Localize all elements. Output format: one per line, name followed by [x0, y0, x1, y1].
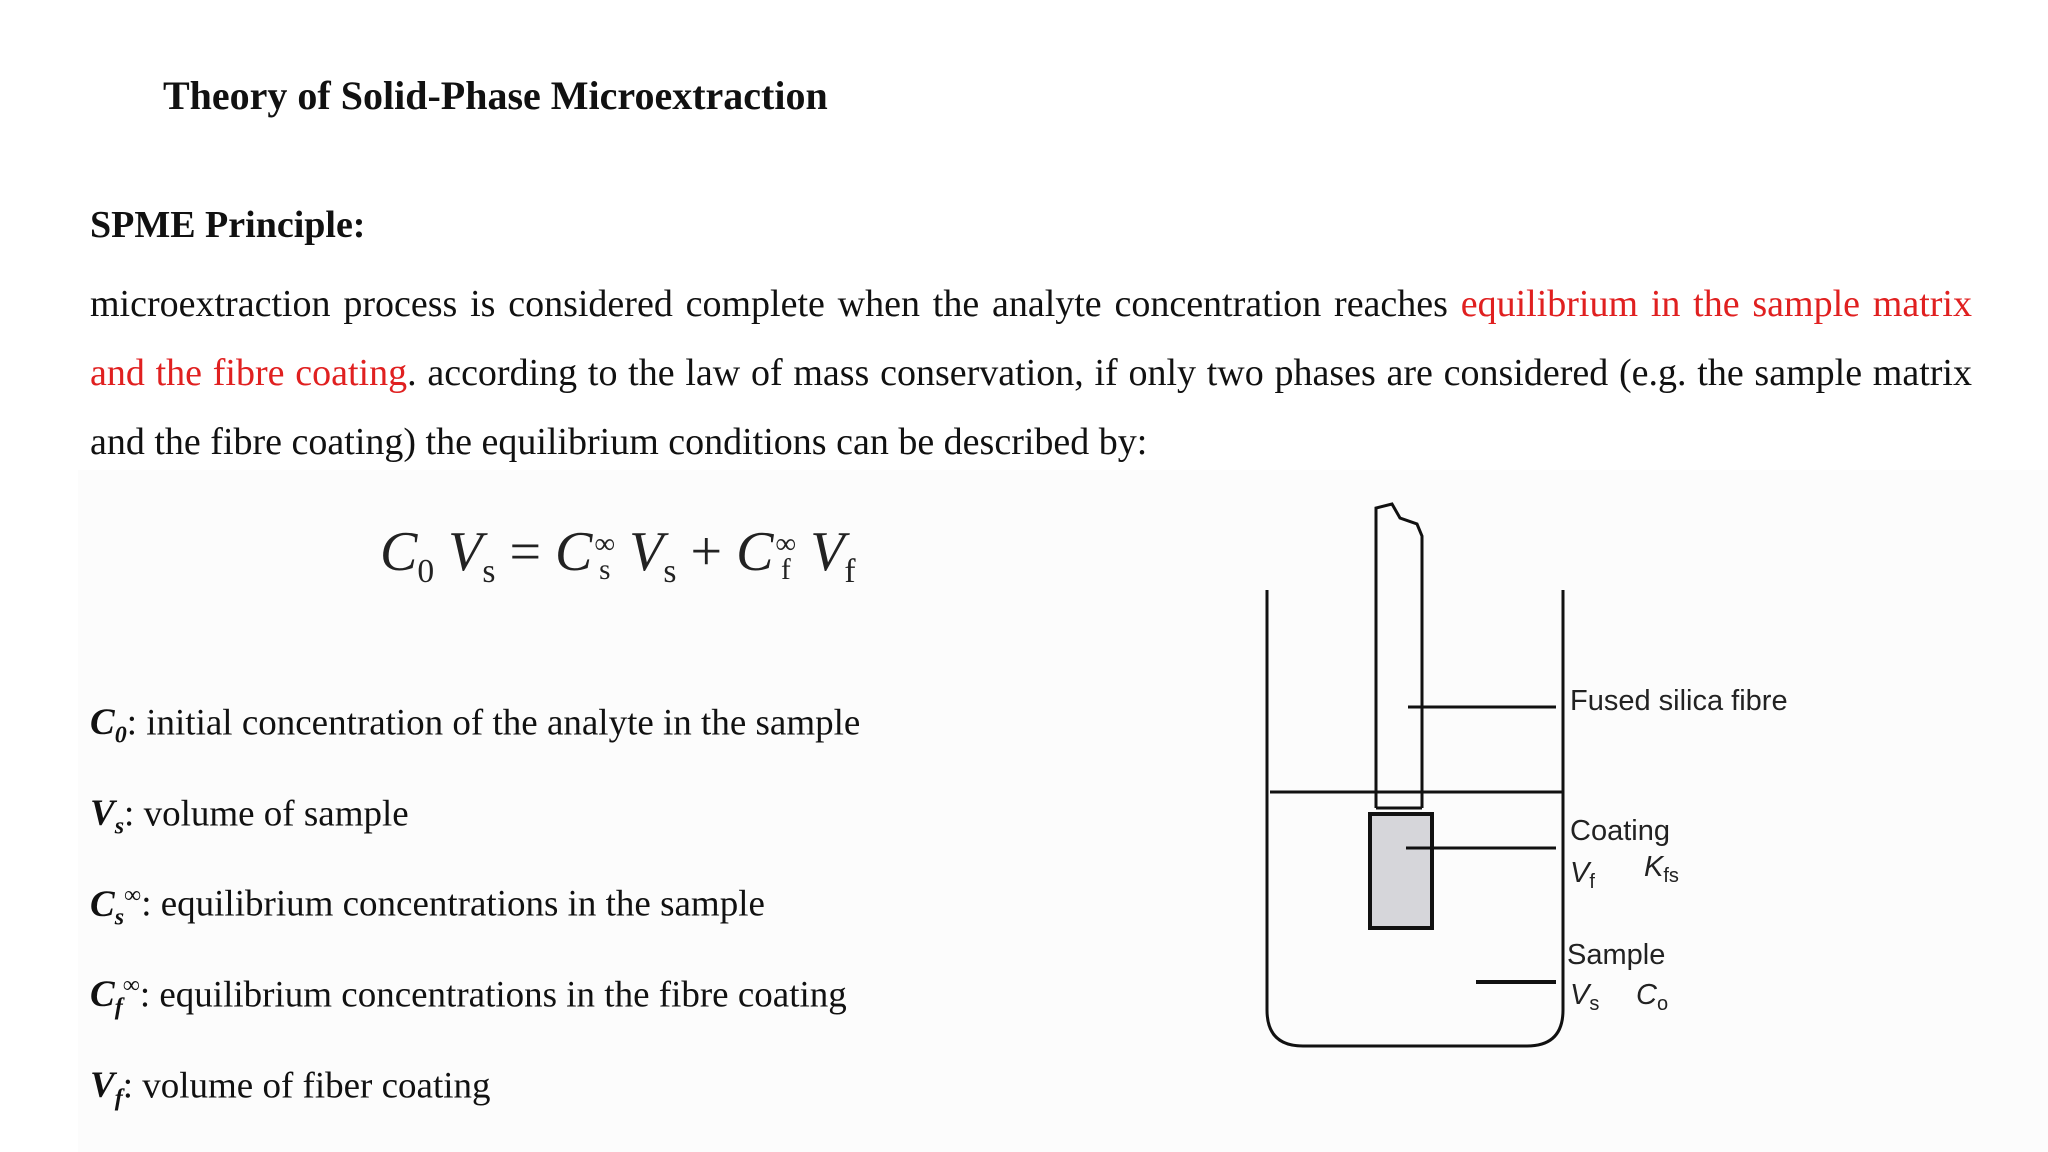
- fibre-tube: [1376, 504, 1422, 808]
- definition-row: [90, 1043, 860, 1134]
- coating-label: Coating: [1570, 815, 1670, 847]
- eq-cf: C: [736, 521, 774, 583]
- sample-volume: $V_s$: [1570, 979, 1600, 1015]
- paragraph-part-1: microextraction process is considered complete when the analyte concentration reaches: [90, 283, 1461, 325]
- paragraph-highlight: equilibrium in the sample matrix and the fibre coating: [90, 283, 1972, 394]
- eq-v: V: [448, 521, 483, 583]
- eq-cs-stack: [594, 527, 616, 587]
- def-symbol: $C_f^\infty$: [90, 973, 140, 1021]
- coating-partition: $K_{fs}$: [1644, 851, 1679, 887]
- def-text: : equilibrium concentrations in the sample: [141, 883, 765, 925]
- def-text: : equilibrium concentrations in the fibre coating: [139, 974, 847, 1016]
- paragraph-part-2: . according to the law of mass conservation, if only two phases are considered (e.g. the sample matrix and the fibre coating) the equilibrium conditions can be described by:: [90, 352, 1972, 463]
- eq-vs-sub: s: [663, 553, 677, 591]
- eq-cf-stack: [775, 527, 797, 587]
- definition-row: [90, 771, 860, 862]
- def-symbol: $V_f$: [90, 1065, 123, 1112]
- eq-v-sub: s: [482, 553, 496, 591]
- principle-heading: SPME Principle:: [90, 204, 366, 246]
- eq-cs-sub: s: [599, 554, 611, 587]
- coating-block: [1370, 814, 1432, 928]
- eq-vf: V: [810, 521, 845, 583]
- eq-equals: =: [509, 521, 542, 583]
- coating-volume: $V_f$: [1570, 857, 1595, 893]
- def-text: : volume of fiber coating: [122, 1065, 491, 1107]
- eq-plus: +: [690, 521, 723, 583]
- page-title: Theory of Solid-Phase Microextraction: [163, 73, 828, 118]
- eq-cf-sub: f: [780, 554, 791, 587]
- def-symbol: $C_s^\infty$: [90, 882, 142, 931]
- definition-row: [90, 861, 860, 952]
- eq-vs: V: [629, 521, 664, 583]
- eq-cs-inf: ∞: [594, 527, 616, 560]
- definition-row: [90, 952, 860, 1043]
- def-text: : initial concentration of the analyte in the sample: [126, 702, 861, 744]
- mass-balance-equation: [380, 520, 856, 591]
- def-symbol: $V_s$: [90, 793, 125, 840]
- eq-vf-sub: f: [844, 553, 856, 591]
- definitions-list: [90, 680, 860, 1134]
- eq-cf-inf: ∞: [775, 527, 797, 560]
- principle-paragraph: [90, 270, 1972, 477]
- sample-concentration: $C_o$: [1636, 979, 1669, 1015]
- definition-row: [90, 680, 860, 771]
- def-text: : volume of sample: [124, 793, 409, 835]
- eq-c0: C: [380, 521, 418, 583]
- eq-c0-sub: 0: [417, 553, 435, 591]
- eq-cs: C: [555, 521, 593, 583]
- fibre-label: Fused silica fibre: [1570, 685, 1788, 717]
- def-symbol: $C_0$: [90, 702, 127, 749]
- spme-diagram: [1220, 490, 1788, 1060]
- sample-label: Sample: [1567, 939, 1666, 971]
